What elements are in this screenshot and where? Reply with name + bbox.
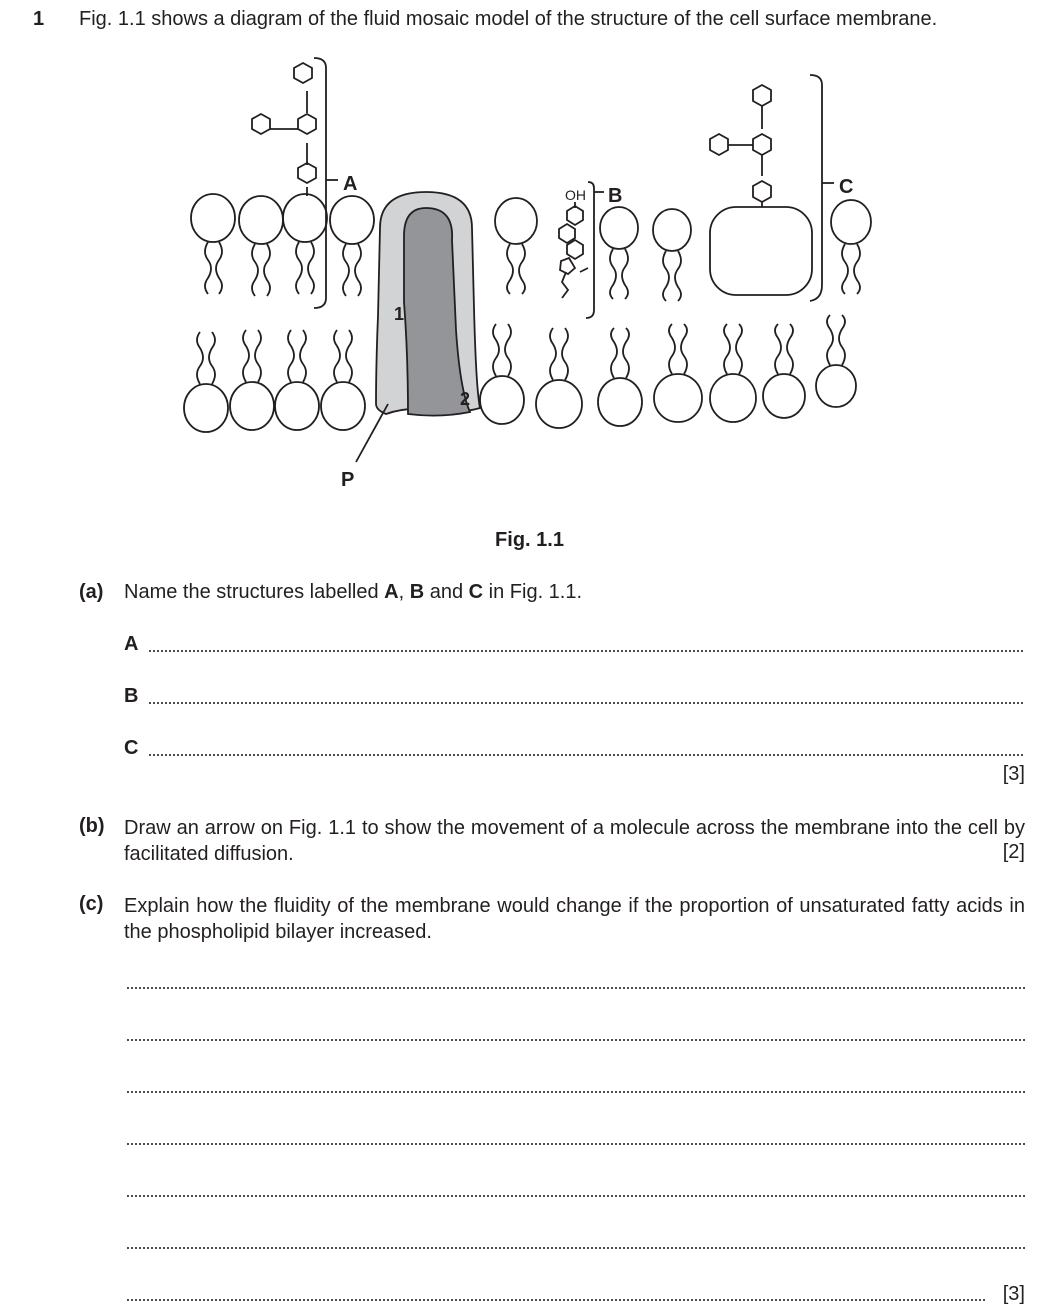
answer-line-c-5[interactable]	[126, 1195, 1025, 1197]
part-c-question: Explain how the fluidity of the membrane would change if the proportion of unsaturated fatty acids in the phospholipid bilayer increased.	[124, 895, 1025, 943]
part-b-question: Draw an arrow on Fig. 1.1 to show the movement of a molecule across the membrane into the cell by facilitated diffusion.	[124, 817, 1025, 865]
part-a-question: Name the structures labelled A, B and C in Fig. 1.1.	[124, 581, 583, 603]
part-b-label: (b)	[79, 815, 105, 837]
answer-line-a[interactable]	[148, 650, 1025, 652]
glycoprotein-c	[710, 85, 812, 295]
label-2: 2	[460, 389, 471, 409]
part-b-marks: [2]	[1002, 841, 1025, 863]
answer-letter-c: C	[124, 737, 139, 759]
answer-line-c-6[interactable]	[126, 1247, 1025, 1249]
bracket-a	[314, 58, 326, 308]
answer-line-b[interactable]	[148, 702, 1025, 704]
answer-line-c-2[interactable]	[126, 1039, 1025, 1041]
label-a: A	[343, 173, 358, 195]
question-intro: Fig. 1.1 shows a diagram of the fluid mosaic model of the structure of the cell surface membrane.	[79, 8, 938, 30]
upper-phospholipids-right	[600, 200, 871, 301]
pointer-p	[356, 404, 388, 462]
bracket-b	[586, 182, 594, 318]
glycolipid-a-carbohydrate	[252, 63, 316, 196]
lower-phospholipids-left	[184, 330, 365, 432]
upper-phospholipids-left	[191, 194, 374, 296]
part-c-marks: [3]	[1002, 1283, 1025, 1305]
part-a-marks: [3]	[1002, 763, 1025, 785]
label-p: P	[341, 469, 355, 491]
middle-phospholipids	[480, 198, 582, 428]
lower-phospholipids-right	[598, 315, 856, 426]
answer-line-c-7[interactable]	[126, 1299, 985, 1301]
part-a-label: (a)	[79, 581, 104, 603]
answer-line-c-4[interactable]	[126, 1143, 1025, 1145]
cholesterol-b	[559, 202, 588, 298]
answer-line-c[interactable]	[148, 754, 1025, 756]
label-oh: OH	[565, 187, 586, 203]
answer-letter-a: A	[124, 633, 139, 655]
label-c: C	[839, 176, 854, 198]
membrane-diagram	[0, 0, 1059, 520]
question-number: 1	[33, 8, 45, 30]
answer-letter-b: B	[124, 685, 139, 707]
answer-line-c-1[interactable]	[126, 987, 1025, 989]
label-1: 1	[394, 304, 405, 324]
answer-line-c-3[interactable]	[126, 1091, 1025, 1093]
figure-caption: Fig. 1.1	[495, 529, 564, 551]
label-b: B	[608, 185, 623, 207]
part-c-label: (c)	[79, 893, 104, 915]
channel-protein	[376, 192, 480, 416]
